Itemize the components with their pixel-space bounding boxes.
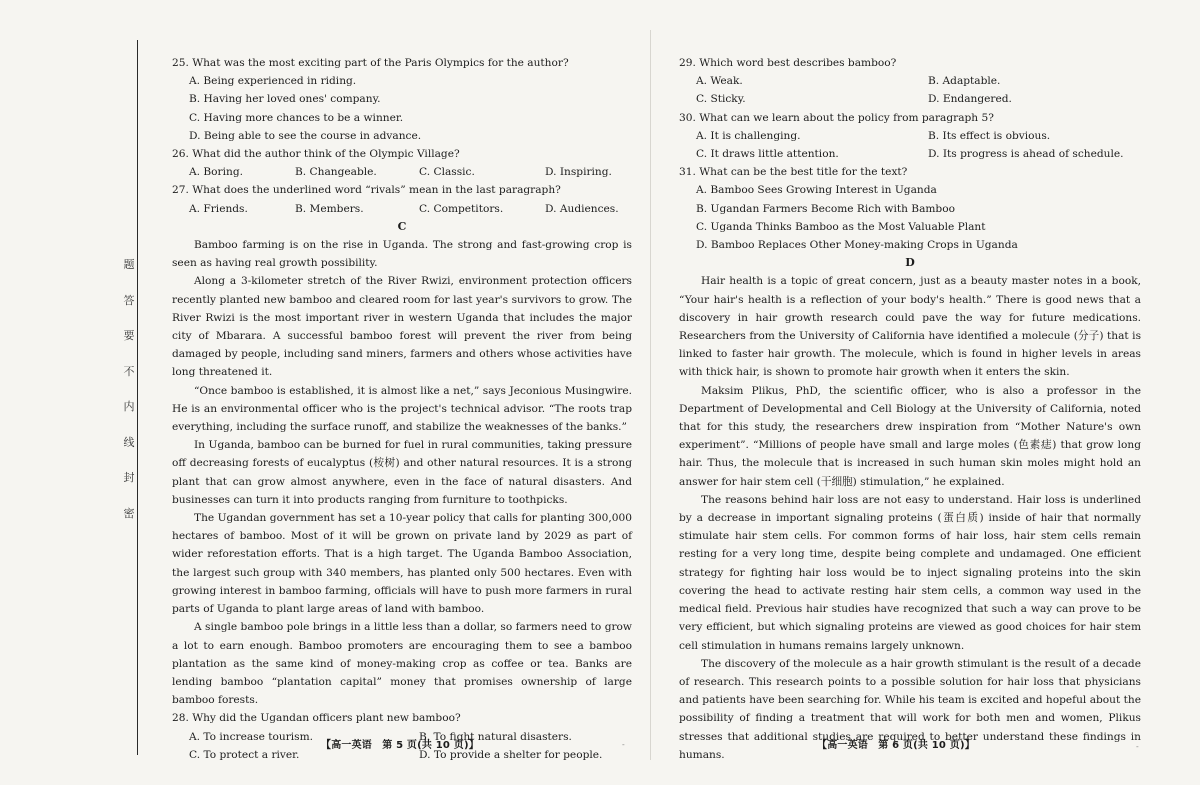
- section-c-heading: C: [397, 219, 407, 233]
- option-a: A. Friends.: [189, 202, 248, 215]
- passage-paragraph: Bamboo farming is on the rise in Uganda. The strong and fast-growing crop is seen as having real growth possibility.: [172, 239, 632, 270]
- passage-paragraph: The reasons behind hair loss are not easy to understand. Hair loss is underlined by a decrease in important signaling proteins (蛋白质) inside of hair that normally stimulate hair stem cells. For common forms of hair loss, hair stem cells remain resting for a very long time, despite being complete and undamaged. One efficient strategy for fighting hair loss would be to inject signaling proteins into the skin covering the head to activate resting hair stem cells, a common way used in the medical field. Previous hair studies have recognized that such a way can prove to be very efficient, but which signaling proteins are viewed as good choices for hair stem cell stimulation in humans remains largely unknown.: [679, 493, 1141, 652]
- question-27: [172, 181, 632, 217]
- option-c: C. Sticky.: [696, 93, 746, 106]
- option-b: B. To fight natural disasters.: [419, 730, 572, 743]
- question-stem: 25. What was the most exciting part of the Paris Olympics for the author?: [172, 57, 569, 69]
- option-a: A. To increase tourism.: [189, 730, 314, 743]
- option-a: A. Being experienced in riding.: [189, 75, 357, 88]
- binding-char: 不: [123, 364, 135, 378]
- question-25: [172, 54, 632, 145]
- passage-paragraph: “Once bamboo is established, it is almost like a net,” says Jeconious Musingwire. He is an environmental officer who is the project's technical advisor. “The roots trap everything, including the surface runoff, and stabilize the weaknesses of the banks.”: [172, 384, 632, 434]
- page-footer-right: 【高一英语 第 6 页(共 10 页)】: [817, 740, 975, 751]
- option-b: B. Members.: [295, 202, 364, 215]
- binding-char: 封: [123, 471, 135, 484]
- passage-paragraph: In Uganda, bamboo can be burned for fuel in rural communities, taking pressure off decreasing forests of eucalyptus (桉树) and other natural resources. It is a strong plant that can grow almost anywhere, even in the face of natural disasters. And businesses can turn it into products ranging from furniture to toothpicks.: [172, 439, 632, 506]
- binding-char: 内: [123, 400, 135, 413]
- question-stem: 31. What can be the best title for the text?: [679, 166, 908, 179]
- page-divider: [650, 30, 651, 760]
- option-b: B. Its effect is obvious.: [928, 129, 1051, 142]
- option-a: A. Bamboo Sees Growing Interest in Uganda: [696, 184, 937, 197]
- binding-char: 线: [123, 435, 135, 449]
- passage-paragraph: The discovery of the molecule as a hair growth stimulant is the result of a decade of research. This research points to a possible solution for hair loss that physicians and patients have been searching for. While his team is excited and hopeful about the possibility of finding a treatment that will work for both men and women, Plikus stresses that additional studies are required to better understand these findings in humans.: [679, 657, 1141, 761]
- option-c: C. Uganda Thinks Bamboo as the Most Valuable Plant: [696, 220, 986, 233]
- question-29: [679, 54, 1141, 109]
- binding-char: 题: [123, 258, 135, 271]
- passage-paragraph: Maksim Plikus, PhD, the scientific officer, who is also a professor in the Department of Developmental and Cell Biology at the University of California, noted that for this study, the researchers drew inspiration from “Mother Nature's own experiment”. “Millions of people have small and large moles (色素痣) that grow long hair. Thus, the molecule that is increased in such human skin moles might hold an answer for hair stem cell (干细胞) stimulation,” he explained.: [679, 384, 1141, 488]
- option-d: D. Inspiring.: [545, 166, 612, 179]
- option-b: B. Having her loved ones' company.: [189, 93, 381, 106]
- question-26: [172, 145, 632, 181]
- option-c: C. Classic.: [419, 166, 475, 179]
- option-c: C. To protect a river.: [189, 748, 300, 761]
- section-d-heading: D: [905, 256, 915, 270]
- binding-char: 密: [123, 506, 135, 520]
- binding-warning: [122, 258, 136, 542]
- passage-paragraph: The Ugandan government has set a 10-year policy that calls for planting 300,000 hectares of bamboo. Most of it will be grown on private land by 2029 as part of wider reforestation efforts. That is a high target. The Uganda Bamboo Association, the largest such group with 340 members, has planted only 500 hectares. Even with growing interest in bamboo farming, officials will have to push more farmers in rural parts of Uganda to plant large areas of land with bamboo.: [172, 512, 632, 616]
- binding-char: 要: [123, 329, 135, 342]
- option-d: D. Bamboo Replaces Other Money-making Crops in Uganda: [696, 239, 1018, 252]
- passage-d: [679, 272, 1141, 763]
- passage-c: [172, 236, 632, 709]
- option-d: D. To provide a shelter for people.: [419, 748, 603, 761]
- option-d: D. Audiences.: [545, 202, 619, 215]
- scan-mark: -: [1136, 742, 1139, 751]
- left-page: [172, 54, 632, 764]
- question-30: [679, 109, 1141, 164]
- page-footer-left: 【高一英语 第 5 页(共 10 页)】: [321, 740, 479, 751]
- right-page: [679, 54, 1141, 764]
- option-a: A. Weak.: [696, 75, 743, 88]
- option-d: D. Endangered.: [928, 93, 1012, 106]
- passage-paragraph: Along a 3-kilometer stretch of the River Rwizi, environment protection officers recently planted new bamboo and cleared room for last year's survivors to grow. The River Rwizi is the most important river in western Uganda that includes the major city of Mbarara. A successful bamboo forest will prevent the river from being damaged by people, including sand miners, farmers and others whose activities have long threatened it.: [172, 275, 632, 379]
- option-a: A. Boring.: [189, 166, 243, 179]
- passage-paragraph: Hair health is a topic of great concern, just as a beauty master notes in a book, “Your hair's health is a reflection of your body's health.” There is good news that a discovery in hair growth research could pave the way for future medications. Researchers from the University of California have identified a molecule (分子) that is linked to faster hair growth. The molecule, which is found in higher levels in areas with thick hair, is shown to promote hair growth when it enters the skin.: [679, 275, 1141, 379]
- option-b: B. Ugandan Farmers Become Rich with Bamboo: [696, 202, 955, 215]
- option-c: C. It draws little attention.: [696, 148, 839, 161]
- option-c: C. Having more chances to be a winner.: [189, 111, 404, 124]
- option-b: B. Changeable.: [295, 166, 377, 179]
- option-c: C. Competitors.: [419, 202, 504, 215]
- scan-mark: -: [622, 740, 625, 749]
- option-d: D. Its progress is ahead of schedule.: [928, 148, 1124, 161]
- question-stem: 26. What did the author think of the Olympic Village?: [172, 148, 460, 161]
- question-stem: 28. Why did the Ugandan officers plant new bamboo?: [172, 712, 461, 725]
- binding-char: 答: [123, 293, 135, 307]
- option-d: D. Being able to see the course in advance.: [189, 129, 422, 142]
- passage-paragraph: A single bamboo pole brings in a little less than a dollar, so farmers need to grow a lot to earn enough. Bamboo promoters are encouraging them to see a bamboo plantation as the same kind of money-making crop as coffee or tea. Banks are lending bamboo “plantation capital” money that promises ownership of large bamboo forests.: [172, 621, 632, 707]
- option-b: B. Adaptable.: [928, 75, 1001, 88]
- question-stem: 29. Which word best describes bamboo?: [679, 57, 897, 69]
- question-stem: 27. What does the underlined word “rivals” mean in the last paragraph?: [172, 184, 561, 197]
- question-stem: 30. What can we learn about the policy from paragraph 5?: [679, 111, 994, 124]
- question-31: [679, 163, 1141, 254]
- option-a: A. It is challenging.: [696, 129, 801, 142]
